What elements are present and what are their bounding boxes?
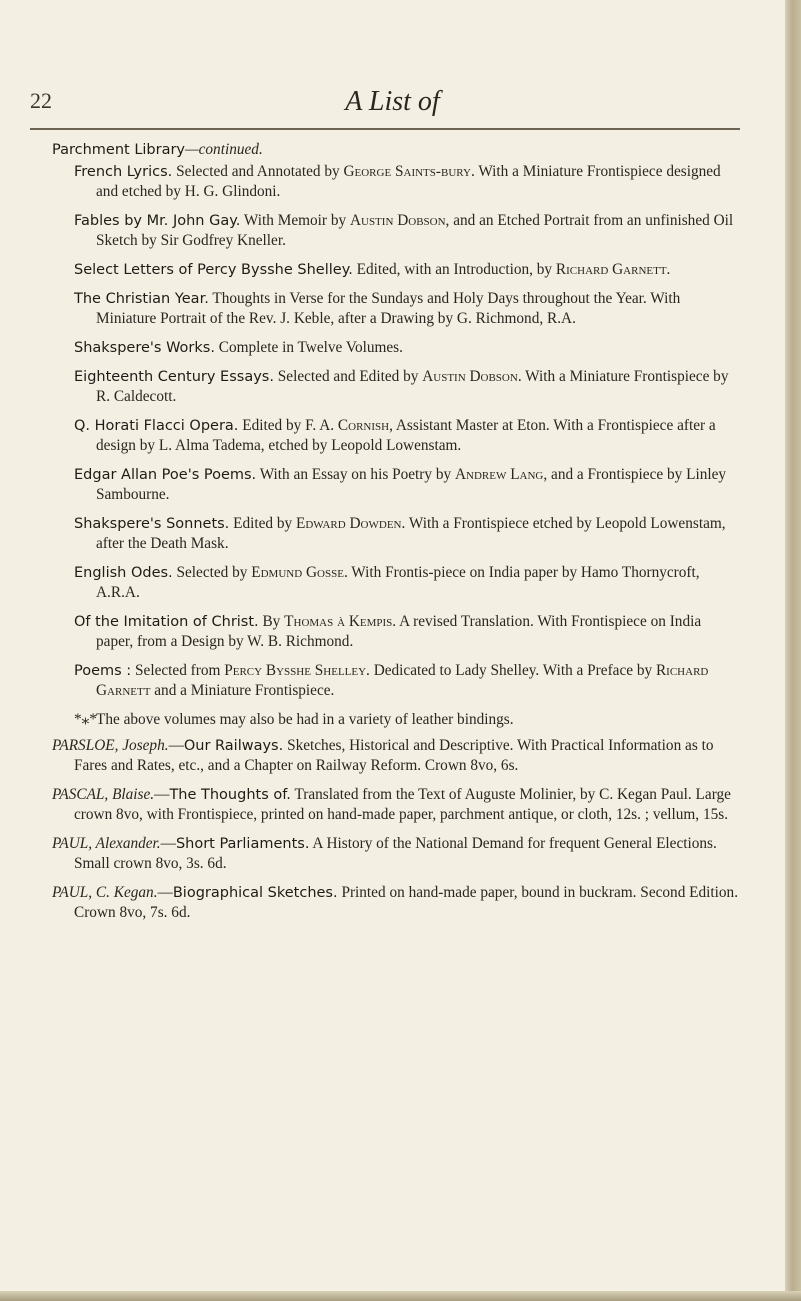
asterism-mark: *⁎* — [74, 711, 97, 728]
entry-text: . With a Frontispiece etched by Leopold Lowenstam, after the Death Mask. — [96, 515, 726, 552]
entry-text: Edited by F. A. — [242, 417, 335, 434]
page-number: 22 — [30, 88, 52, 113]
entry-name: Thomas à Kempis — [284, 613, 393, 630]
entry-title: Shakspere's Works. — [74, 340, 215, 356]
entry-text: . Dedicated to Lady Shelley. With a Preface by — [366, 662, 653, 679]
entry-title: Of the Imitation of Christ. — [74, 614, 259, 630]
entry-name: Austin Dobson — [349, 212, 446, 229]
entry-text: , and a Frontispiece by Linley Sambourne. — [96, 466, 727, 503]
running-head — [0, 88, 785, 128]
list-item — [74, 211, 742, 251]
entry-text: . With a Miniature Frontispiece designed and etched by H. G. Glindoni. — [96, 163, 721, 200]
list-item — [74, 661, 742, 701]
author-name: PASCAL, Blaise. — [52, 786, 155, 803]
entry-text: Edited by — [233, 515, 293, 532]
entry-text: Printed on hand-made paper, bound in buckram. Second Edition. Crown 8vo, 7s. 6d. — [74, 884, 739, 921]
list-item — [74, 563, 742, 603]
section-heading — [52, 140, 742, 160]
list-item — [52, 834, 742, 874]
entry-text: Selected from — [135, 662, 221, 679]
list-item — [52, 785, 742, 825]
entry-text: , Assistant Master at Eton. With a Frontispiece after a design by L. Alma Tadema, etched by Leopold Lowenstam. — [96, 417, 716, 454]
entry-name: Andrew Lang — [455, 466, 544, 483]
entry-text: . — [666, 261, 671, 278]
page-content — [52, 140, 742, 932]
entry-name: George Saints-bury — [343, 163, 471, 180]
entry-text: A History of the National Demand for frequent General Elections. Small crown 8vo, 3s. 6d. — [74, 835, 717, 872]
entry-list — [52, 162, 742, 701]
entry-text: . A revised Translation. With Frontispiece on India paper, from a Design by W. B. Richmond. — [96, 613, 702, 650]
list-item — [74, 612, 742, 652]
entry-name: Richard Garnett — [555, 261, 667, 278]
entry-title: Short Parliaments. — [175, 836, 310, 852]
entry-title: Eighteenth Century Essays. — [74, 369, 274, 385]
page-edge — [785, 0, 801, 1301]
list-item — [74, 338, 742, 358]
entry-title: Our Railways. — [183, 738, 284, 754]
running-title: A List of — [345, 86, 440, 117]
entry-title: The Christian Year. — [74, 291, 209, 307]
note-text: The above volumes may also be had in a variety of leather bindings. — [96, 711, 514, 728]
list-item — [74, 465, 742, 505]
author-name: PARSLOE, Joseph. — [52, 737, 169, 754]
entry-name: Edward Dowden — [296, 515, 402, 532]
entry-text: With Memoir by — [243, 212, 347, 229]
binding-note — [52, 710, 742, 730]
entry-text: Thoughts in Verse for the Sundays and Holy Days throughout the Year. With Miniature Portrait of the Rev. J. Keble, after a Drawing by G. Richmond, R.A. — [96, 290, 681, 327]
dash: — — [168, 737, 184, 754]
entry-title: Edgar Allan Poe's Poems. — [74, 467, 257, 483]
entry-title: Biographical Sketches. — [172, 885, 338, 901]
entry-name: Austin Dobson — [422, 368, 518, 385]
entry-title: English Odes. — [74, 565, 173, 581]
entry-text: . With a Miniature Frontispiece by R. Caldecott. — [96, 368, 729, 405]
list-item — [52, 883, 742, 923]
entry-text: By — [262, 613, 281, 630]
entry-title: The Thoughts of. — [169, 787, 291, 803]
list-item — [74, 416, 742, 456]
list-item — [74, 367, 742, 407]
author-name: PAUL, Alexander. — [52, 835, 161, 852]
list-item — [52, 736, 742, 776]
entry-title: Poems : — [74, 663, 132, 679]
header-rule — [30, 128, 740, 130]
entry-title: French Lyrics. — [74, 164, 173, 180]
entry-title: Fables by Mr. John Gay. — [74, 213, 241, 229]
entry-text: . With Frontis-piece on India paper by Hamo Thornycroft, A.R.A. — [96, 564, 700, 601]
entry-name: Cornish — [337, 417, 390, 434]
page-bottom-edge — [0, 1291, 801, 1301]
entry-text: and a Miniature Frontispiece. — [154, 682, 335, 699]
entry-text: With an Essay on his Poetry by — [259, 466, 452, 483]
section-suffix: —continued. — [185, 141, 263, 158]
entry-text: Complete in Twelve Volumes. — [218, 339, 403, 356]
entry-title: Shakspere's Sonnets. — [74, 516, 230, 532]
entry-title: Q. Horati Flacci Opera. — [74, 418, 239, 434]
entry-text: Translated from the Text of Auguste Molinier, by C. Kegan Paul. Large crown 8vo, with Frontispiece, printed on hand-made paper, parchment antique, or cloth, 12s. ; vellum, 15s. — [74, 786, 731, 823]
entry-text: , and an Etched Portrait from an unfinished Oil Sketch by Sir Godfrey Kneller. — [96, 212, 734, 249]
entry-title: Select Letters of Percy Bysshe Shelley. — [74, 262, 353, 278]
entry-text: Edited, with an Introduction, by — [356, 261, 553, 278]
entry-text: Selected by — [176, 564, 248, 581]
entry-text: Selected and Annotated by — [176, 163, 340, 180]
entry-text: Sketches, Historical and Descriptive. With Practical Information as to Fares and Rates, etc., and a Chapter on Railway Reform. Crown 8vo, 6s. — [74, 737, 714, 774]
entry-name: Percy Bysshe Shelley — [224, 662, 367, 679]
entry-name: Richard Garnett — [96, 662, 709, 699]
entry-name: Edmund Gosse — [251, 564, 344, 581]
list-item — [74, 260, 742, 280]
list-item — [74, 289, 742, 329]
section-title: Parchment Library — [52, 142, 186, 158]
dash: — — [157, 884, 173, 901]
list-item — [74, 514, 742, 554]
entry-text: Selected and Edited by — [277, 368, 419, 385]
list-item — [74, 162, 742, 202]
dash: — — [160, 835, 176, 852]
author-name: PAUL, C. Kegan. — [52, 884, 158, 901]
dash: — — [154, 786, 170, 803]
